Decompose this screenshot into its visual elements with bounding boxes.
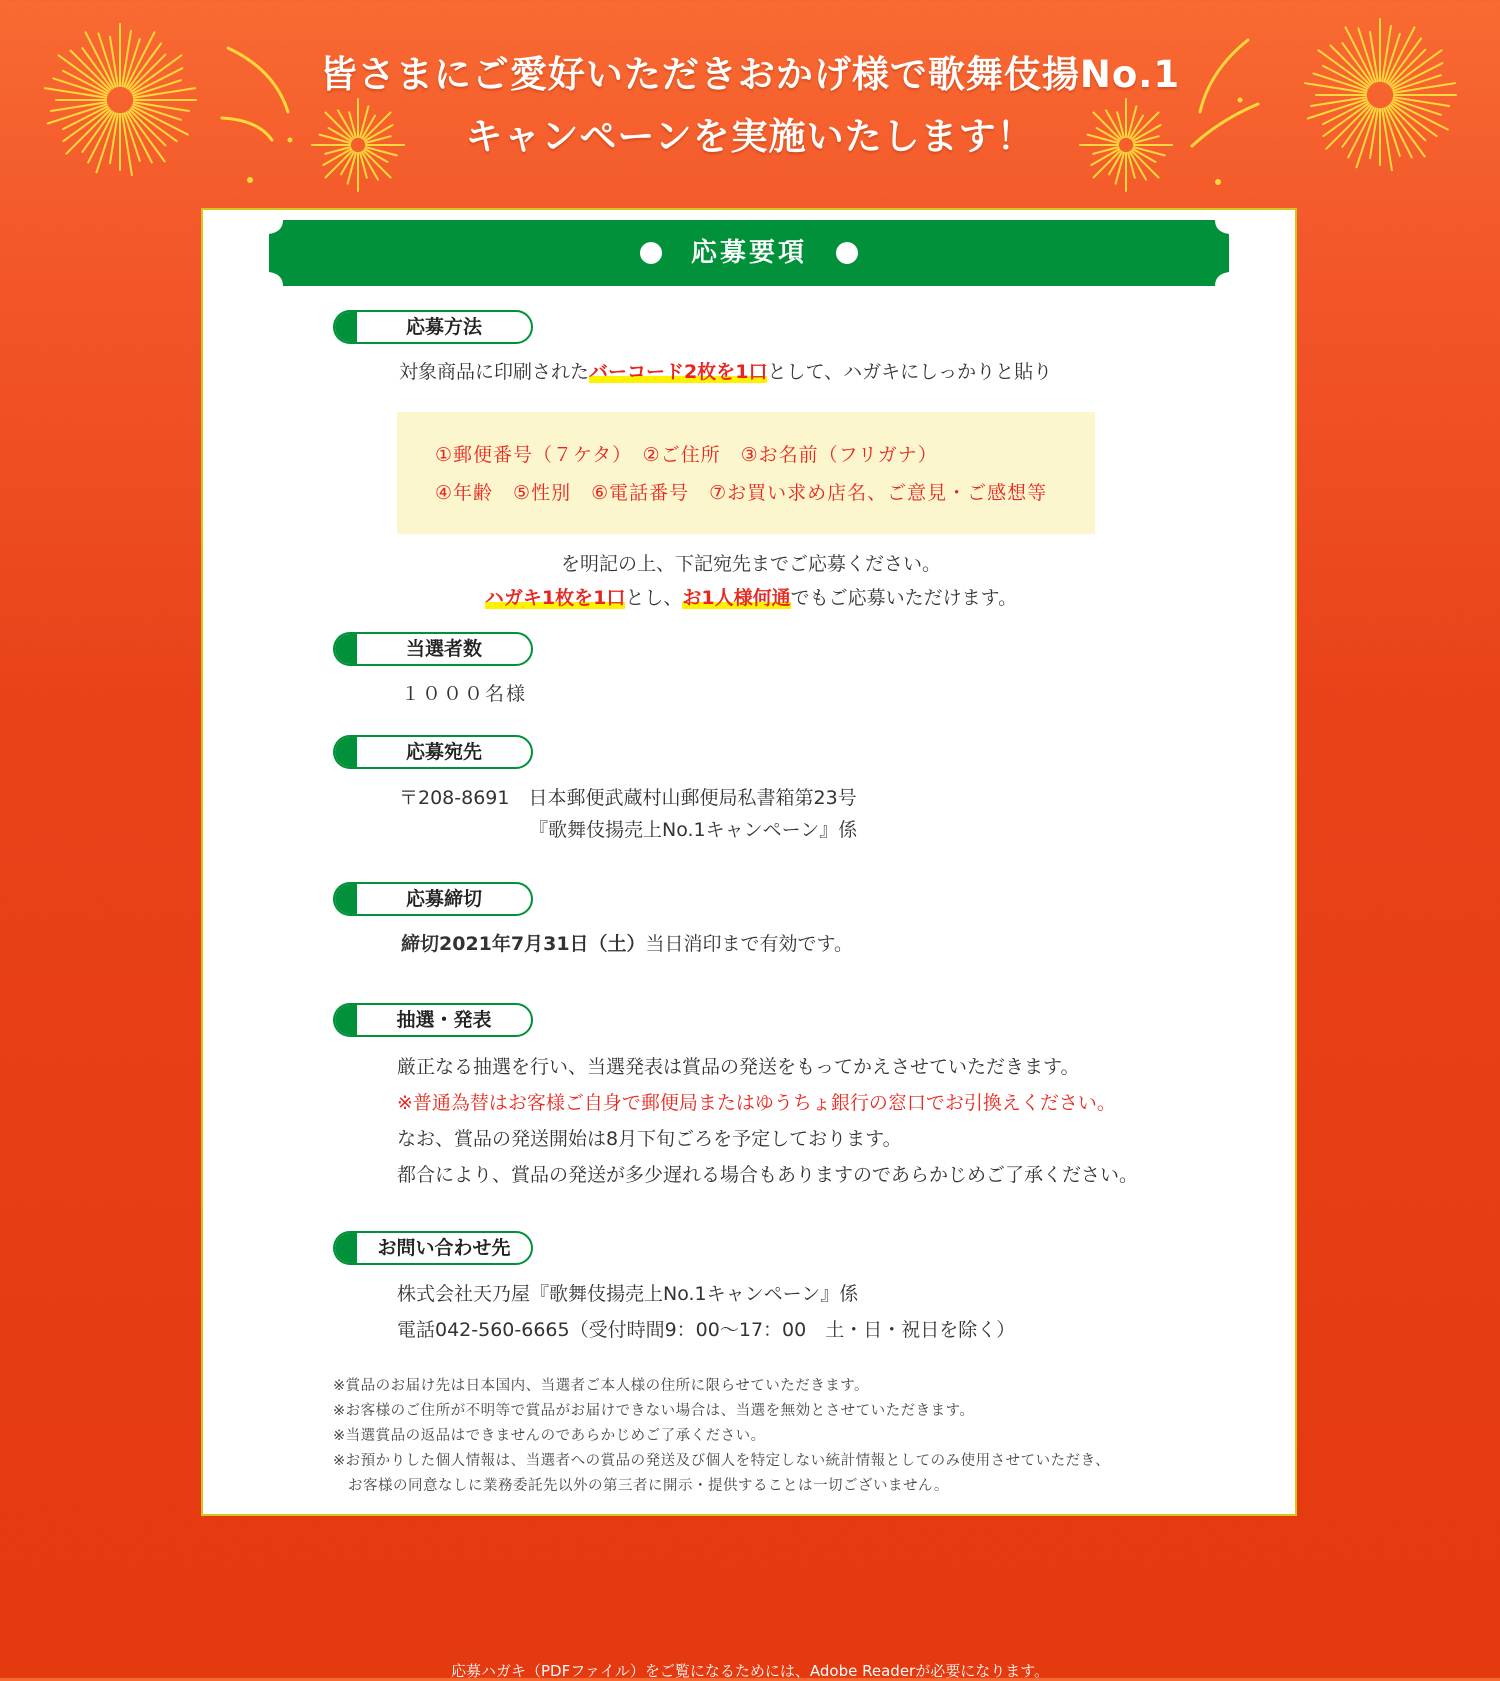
address-line-2: 『歌舞伎揚売上No.1キャンペーン』係: [529, 819, 858, 841]
note-item: ※お客様のご住所が不明等で賞品がお届けできない場合は、当選を無効とさせていただきます。: [333, 1403, 975, 1419]
contact-line-1: 株式会社天乃屋『歌舞伎揚売上No.1キャンペーン』係: [397, 1283, 859, 1305]
required-info-box: [397, 412, 1095, 534]
banner-title: 応募要項: [690, 238, 807, 268]
section-label-address: 応募宛先: [333, 735, 533, 769]
application-guidelines-card: [201, 208, 1297, 1516]
lottery-line-1: 厳正なる抽選を行い、当選発表は賞品の発送をもってかえさせていただきます。: [397, 1056, 1080, 1078]
required-info-line-1: ①郵便番号（７ケタ） ②ご住所 ③お名前（フリガナ）: [435, 444, 938, 466]
note-item: ※当選賞品の返品はできませんのであらかじめご了承ください。: [333, 1428, 766, 1444]
pdf-reader-notice: 応募ハガキ（PDFファイル）をご覧になるためには、Adobe Readerが必要になります。: [450, 1662, 1050, 1680]
section-label-deadline: 応募締切: [333, 882, 533, 916]
contact-line-2: 電話042-560-6665（受付時間9：00〜17：00 土・日・祝日を除く）: [397, 1319, 1016, 1341]
headline-line-1: 皆さまにご愛好いただきおかげ様で歌舞伎揚No.1: [319, 53, 1181, 96]
section-label-lottery: 抽選・発表: [333, 1003, 533, 1037]
headline-line-2: キャンペーンを実施いたします！: [465, 115, 1035, 158]
section-label-winners: 当選者数: [333, 632, 533, 666]
deadline-text: 締切2021年7月31日（土）当日消印まで有効です。: [401, 933, 854, 955]
note-item: ※お預かりした個人情報は、当選者への賞品の発送及び個人を特定しない統計情報としてのみ使用させていただき、: [333, 1453, 1111, 1469]
campaign-headline: [0, 44, 1500, 168]
required-info-line-2: ④年齢 ⑤性別 ⑥電話番号 ⑦お買い求め店名、ご意見・ご感想等: [435, 482, 1048, 504]
section-label-method: 応募方法: [333, 310, 533, 344]
method-after-line-1: を明記の上、下記宛先までご応募ください。: [560, 553, 941, 575]
section-label-contact: お問い合わせ先: [333, 1231, 533, 1265]
lottery-line-2: ※普通為替はお客様ご自身で郵便局またはゆうちょ銀行の窓口でお引換えください。: [397, 1092, 1116, 1114]
note-item: ※賞品のお届け先は日本国内、当選者ご本人様の住所に限らせていただきます。: [333, 1378, 870, 1394]
lottery-line-3: なお、賞品の発送開始は8月下旬ごろを予定しております。: [397, 1128, 902, 1150]
method-after-line-2: ハガキ1枚を1口とし、お1人様何通でもご応募いただけます。: [484, 587, 1018, 609]
address-line-1: 〒208-8691 日本郵便武蔵村山郵便局私書箱第23号: [399, 787, 857, 809]
lottery-line-4: 都合により、賞品の発送が多少遅れる場合もありますのであらかじめご了承ください。: [397, 1164, 1139, 1186]
note-item: お客様の同意なしに業務委託先以外の第三者に開示・提供することは一切ございません。: [333, 1478, 949, 1494]
winners-count: １０００名様: [401, 683, 528, 705]
method-line-1: 対象商品に印刷されたバーコード2枚を1口として、ハガキにしっかりと貼り: [399, 361, 1053, 383]
